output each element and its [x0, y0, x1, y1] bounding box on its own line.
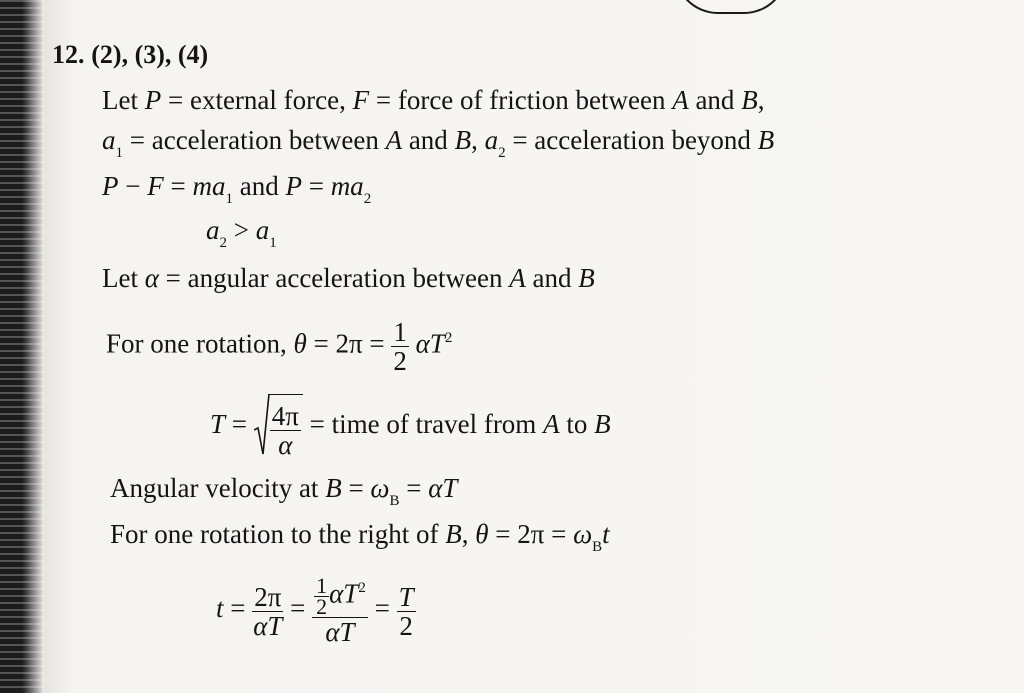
definition-line-p-f: Let P = external force, F = force of friction between A and B,	[102, 85, 765, 115]
question-answers: (2), (3), (4)	[91, 40, 209, 69]
equation-angular-velocity: Angular velocity at $B = \omega_B = \alpha T$	[110, 473, 458, 509]
book-binding-edge	[0, 0, 44, 693]
fraction-2pi-over-alphaT: $\frac{2\pi}{\alpha T}$	[253, 581, 283, 641]
equation-rotation-right-of-b: For one rotation to the right of B, $\theta = 2\pi = \omega_Bt$	[110, 519, 610, 555]
equation-newton: $P - F = ma_1$ and $P = ma_2$	[102, 171, 372, 207]
page	[44, 0, 1024, 693]
fraction-one-half: $\frac{1}{2}$	[393, 317, 407, 376]
question-number: 12.	[52, 40, 85, 69]
square-root	[254, 394, 303, 459]
inequality-a2-a1: $a_2 > a_1$	[206, 215, 277, 251]
radical-sign	[254, 392, 270, 456]
fraction-4pi-over-alpha: $\frac{4\pi}{\alpha}$	[271, 400, 299, 460]
equation-t-result: t = $\frac{2\pi}{\alpha T}$ = $\frac{1}{2}$ $\alpha T^2$ αT = $\frac{T}{2}$	[216, 573, 414, 647]
fraction-half-alphaT2-over-alphaT: $\frac{1}{2}$ $\alpha T^2$ αT	[312, 576, 368, 646]
equation-one-rotation: For one rotation, θ = 2π = $\frac{1}{2}$ $\alpha T^2$	[106, 317, 453, 376]
definition-line-alpha: Let α = angular acceleration between A and B	[102, 263, 595, 293]
question-header	[52, 38, 208, 71]
fraction-T-over-2: $\frac{T}{2}$	[398, 581, 414, 641]
definition-line-a1-a2: $a_1$ = acceleration between A and B, $a_2$ = acceleration beyond B	[102, 125, 775, 161]
page-top-arc-decoration	[674, 0, 788, 14]
equation-time-of-travel: T = $\frac{4\pi}{\alpha}$ = time of travel from A to B	[210, 392, 611, 459]
